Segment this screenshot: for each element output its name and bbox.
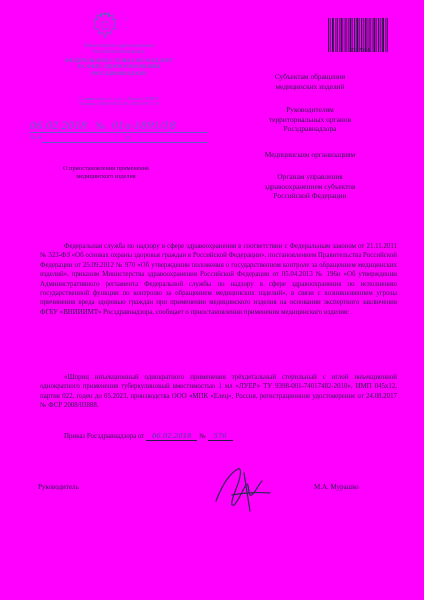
recipient-health-authorities: Органам управления здравоохранением субъектов Российской Федерации: [264, 172, 356, 201]
outgoing-number: 01и-1891/18: [111, 121, 176, 132]
barcode-number: 2317064: [350, 48, 370, 54]
agency-name: ФЕДЕРАЛЬНАЯ СЛУЖБА ПО НАДЗОРУ В СФЕРЕ ЗДРАВООХРАНЕНИЯ (РОСЗДРАВНАДЗОР): [64, 58, 174, 77]
order-number: 576: [208, 432, 233, 441]
number-sign: №: [95, 121, 106, 132]
order-date: 06.02.2018: [146, 432, 197, 441]
signatory-role: Руководитель: [38, 483, 79, 491]
reference-line: На № от: [30, 136, 208, 144]
body-paragraph-device: «Шприц инъекционный однократного применения трёхдетальный стерильный с иглой инъекционной однократного применения туберкулиновый вместимостью 1 мл «ЛУЕР» ТУ 9398-001-74017482-2010», ИМП 045х12, партия 022, годен до 05.2023, производства ООО «МПК «Елец», Россия, регистрационное удостоверение от 24.08.2017 № ФСР 2008/03888.: [40, 374, 397, 410]
recipient-medical-organizations: Медицинским организациям: [264, 150, 356, 159]
ministry-name: Министерство здравоохранения Российской Федерации: [83, 43, 155, 55]
handwritten-signature-icon: [208, 455, 278, 515]
agency-address: Славянская пл. 4, стр. 1, Москва, 109074 Телефон: (495) 698 45 38; (495) 698 15 74: [78, 96, 160, 107]
outgoing-date: 06.02.2018: [30, 121, 88, 132]
order-reference: Приказ Росздравнадзора от 06.02.2018 № 576: [64, 432, 324, 441]
signatory-name: М.А. Мурашко: [314, 483, 359, 491]
letter-subject: О приостановлении применения медицинского изделия: [63, 165, 149, 181]
outgoing-date-number: [30, 121, 208, 133]
coat-of-arms-icon: [92, 12, 118, 40]
body-paragraph-main: Федеральная служба по надзору в сфере здравоохранения в соответствии с Федеральным законом от 21.11.2011 № 323-ФЗ «Об основах охраны здоровья граждан в Российской Федерации», постановлением Правительства Российской Федерации от 25.09.2012 № 970 «Об утверждении положения о государственном контроле за обращением медицинских изделий», приказом Министерства здравоохранения Российской Федерации от 05.04.2013 № 196н «Об утверждении Административного регламента Федеральной службы по надзору в сфере здравоохранения по исполнению государственной функции по контролю за обращением медицинских изделий», в связи с возникновением угрозы причинения вреда здоровью граждан при применении медицинского изделия на основании экспертного заключения ФГБУ «ВНИИИМТ» Росздравнадзора, сообщает о приостановлении применения медицинского изделия:: [40, 243, 397, 316]
recipient-territorial-heads: Руководителям территориальных органов Росздравнадзора: [268, 105, 352, 134]
recipient-device-subjects: Субъектам обращения медицинских изделий: [274, 72, 346, 91]
